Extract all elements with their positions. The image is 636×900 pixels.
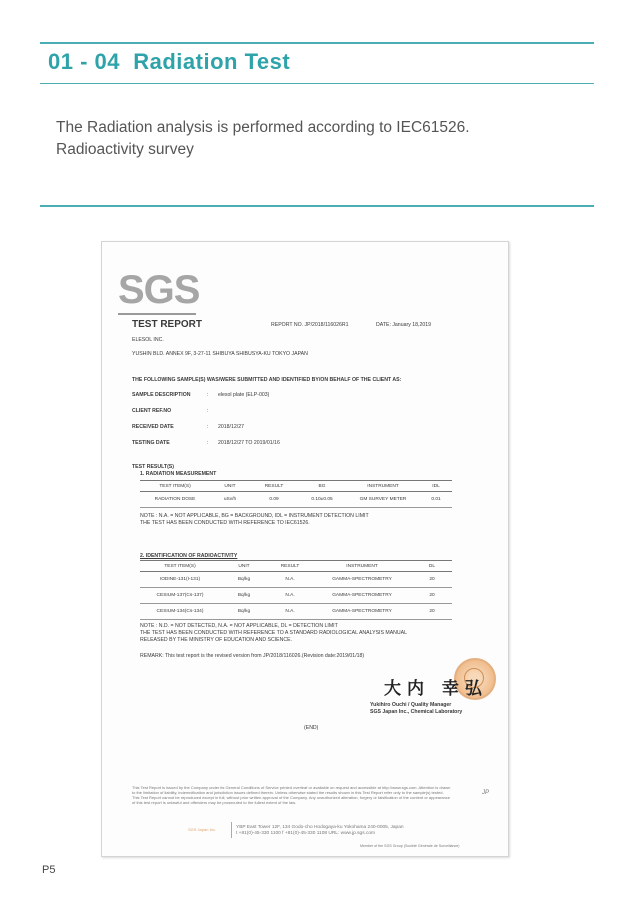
section-number: 01 - 04 bbox=[48, 49, 120, 74]
measurement-note-1: NOTE : N.A. = NOT APPLICABLE, BG = BACKGROUND, IDL = INSTRUMENT DETECTION LIMIT bbox=[140, 513, 369, 519]
testing-label: TESTING DATE bbox=[132, 440, 170, 446]
cell-result: N.A. bbox=[285, 593, 295, 598]
measurement-header-row bbox=[140, 481, 452, 492]
measurement-heading: 1. RADIATION MEASUREMENT bbox=[140, 471, 217, 477]
client-address: YUSHIN BLD. ANNEX 9F, 3-27-11 SHIBUYA SHIBUSYA-KU TOKYO JAPAN bbox=[132, 351, 308, 357]
identification-header-row bbox=[140, 561, 452, 572]
report-title: TEST REPORT bbox=[132, 319, 203, 330]
results-heading: TEST RESULT(S) bbox=[132, 464, 174, 470]
fine-print-3: This Test Report cannot be reproduced except in full, without prior written approval of the Company. Any unauthorized alteration, forgery or falsification of the content or appearance bbox=[132, 795, 451, 800]
fine-print-4: of this test report is unlawful and offenders may be prosecuted to the fullest extent of the law. bbox=[132, 800, 297, 805]
client-name: ELESOL INC. bbox=[132, 337, 164, 343]
cell-instrument: GAMMA-SPECTROMETRY bbox=[332, 609, 392, 614]
col-test-item: TEST ITEM(S) bbox=[164, 563, 196, 569]
title-underline bbox=[40, 83, 594, 84]
sgs-logo: SGS bbox=[118, 268, 200, 312]
col-unit: UNIT bbox=[238, 563, 250, 569]
table-row bbox=[140, 604, 452, 620]
sample-label: SAMPLE DESCRIPTION bbox=[132, 392, 191, 398]
submission-statement: THE FOLLOWING SAMPLE(S) WAS/WERE SUBMITTED AND IDENTIFIED BY/ON BEHALF OF THE CLIENT AS: bbox=[132, 377, 402, 383]
jp-mark: JP bbox=[482, 790, 490, 796]
received-value: 2018/12/27 bbox=[218, 424, 244, 430]
identification-note-3: RELEASED BY THE MINISTRY OF EDUCATION AND SCIENCE. bbox=[140, 637, 293, 643]
testing-value: 2018/12/27 TO 2019/01/16 bbox=[218, 440, 280, 446]
end-marker: (END) bbox=[304, 725, 319, 731]
cell-test-item: RADIATION DOSE bbox=[154, 497, 196, 502]
cell-test-item: CESIUM-134(Cs-134) bbox=[156, 609, 204, 614]
cell-idl: 0.01 bbox=[431, 497, 441, 502]
col-result: RESULT bbox=[280, 563, 300, 569]
table-row bbox=[140, 492, 452, 508]
cell-result: 0.09 bbox=[269, 497, 279, 502]
section-divider bbox=[40, 205, 594, 207]
cell-result: N.A. bbox=[285, 609, 295, 614]
fine-print-2: to the limitation of liability, indemnification and jurisdiction issues defined therein. Unless otherwise stated the results shown in this Test Report refer only to the sample(s) tested. bbox=[132, 790, 444, 795]
measurement-table bbox=[140, 480, 452, 508]
footer-address: YBP East Tower 12F, 134 Godo-cho Hodogaya-ku Yokohama 240-0005, Japan bbox=[236, 825, 404, 830]
footer-divider bbox=[231, 822, 232, 838]
table-row bbox=[140, 588, 452, 604]
cell-unit: Bq/kg bbox=[237, 593, 251, 598]
cell-dl: 20 bbox=[429, 577, 435, 582]
logo-underline bbox=[118, 313, 196, 315]
intro-line-1: The Radiation analysis is performed according to IEC61526. bbox=[56, 119, 470, 136]
client-ref-label: CLIENT REF.NO bbox=[132, 408, 172, 414]
col-unit: UNIT bbox=[224, 483, 236, 489]
col-instrument: INSTRUMENT bbox=[367, 483, 399, 489]
identification-note-1: NOTE : N.D. = NOT DETECTED, N.A. = NOT APPLICABLE, DL = DETECTION LIMIT bbox=[140, 623, 338, 629]
cell-dl: 20 bbox=[429, 593, 435, 598]
cell-unit: Bq/kg bbox=[237, 577, 251, 582]
cell-unit: uSv/h bbox=[223, 497, 237, 502]
page-number: P5 bbox=[42, 864, 56, 876]
col-instrument: INSTRUMENT bbox=[346, 563, 378, 569]
col-test-item: TEST ITEM(S) bbox=[159, 483, 191, 489]
sample-colon: : bbox=[207, 392, 209, 398]
cell-unit: Bq/kg bbox=[237, 609, 251, 614]
cell-test-item: IODINE-131(I-131) bbox=[159, 577, 201, 582]
col-dl: DL bbox=[428, 563, 436, 569]
cell-instrument: GAMMA-SPECTROMETRY bbox=[332, 593, 392, 598]
intro-text bbox=[56, 117, 576, 161]
received-label: RECEIVED DATE bbox=[132, 424, 174, 430]
intro-line-2: Radioactivity survey bbox=[56, 141, 194, 158]
top-rule bbox=[40, 42, 594, 44]
cell-instrument: GAMMA-SPECTROMETRY bbox=[332, 577, 392, 582]
test-report-scan bbox=[101, 241, 509, 857]
remark: REMARK: This test report is the revised version from JP/2018/116026.(Revision date:2019/01/18) bbox=[140, 653, 365, 659]
footer-member: Member of the SGS Group (Société Générale de Surveillance) bbox=[360, 844, 460, 848]
signer-organization: SGS Japan Inc., Chemical Laboratory bbox=[370, 709, 463, 715]
report-date: DATE: January 18,2019 bbox=[376, 322, 431, 328]
footer-company: SGS Japan Inc. bbox=[188, 827, 217, 832]
col-idl: IDL bbox=[432, 483, 440, 489]
cell-test-item: CESIUM-137(Cs-137) bbox=[156, 593, 204, 598]
testing-colon: : bbox=[207, 440, 209, 446]
col-bg: BG bbox=[318, 483, 326, 489]
received-colon: : bbox=[207, 424, 209, 430]
cell-bg: 0.10±0.05 bbox=[311, 497, 333, 502]
identification-note-2: THE TEST HAS BEEN CONDUCTED WITH REFERENCE TO A STANDARD RADIOLOGICAL ANALYSIS MANUAL bbox=[140, 630, 408, 636]
footer-contact: t +81(0)-45-330 1100 f +81(0)-45-330 1108 URL: www.jp.sgs.com bbox=[236, 831, 376, 836]
identification-table bbox=[140, 560, 452, 620]
fine-print-1: This Test Report is issued by the Company under its General Conditions of Service printed overleaf or available on request and accessible at http://www.sgs.com. Attention is drawn bbox=[132, 785, 451, 790]
col-result: RESULT bbox=[264, 483, 284, 489]
signer-name: Yukihiro Ouchi / Quality Manager bbox=[370, 702, 452, 708]
handwritten-signature: 大内 幸弘 bbox=[384, 679, 488, 699]
measurement-note-2: THE TEST HAS BEEN CONDUCTED WITH REFERENCE TO IEC61526. bbox=[140, 520, 310, 526]
sample-value: elesol plate (ELP-003) bbox=[218, 392, 270, 398]
section-title bbox=[48, 49, 290, 75]
table-row bbox=[140, 572, 452, 588]
report-number: REPORT NO. JP/2018/116026R1 bbox=[271, 322, 349, 328]
section-name: Radiation Test bbox=[133, 49, 291, 74]
cell-result: N.A. bbox=[285, 577, 295, 582]
cell-dl: 20 bbox=[429, 609, 435, 614]
cell-instrument: GM SURVEY METER bbox=[359, 497, 407, 502]
client-ref-colon: : bbox=[207, 408, 209, 414]
identification-heading: 2. IDENTIFICATION OF RADIOACTIVITY bbox=[140, 553, 238, 559]
